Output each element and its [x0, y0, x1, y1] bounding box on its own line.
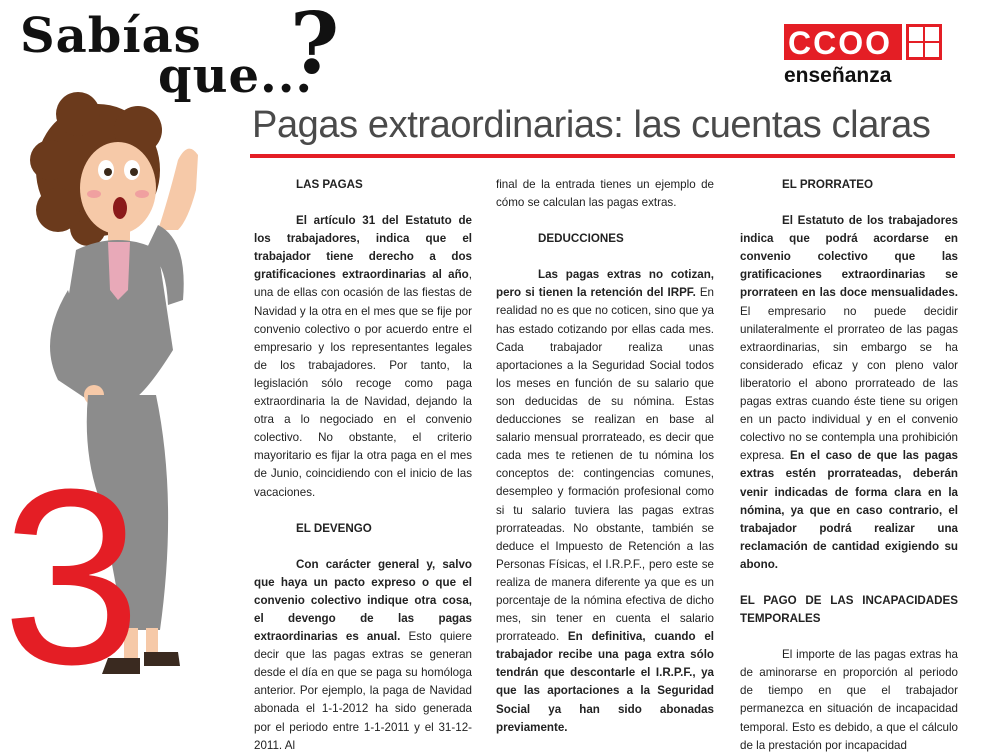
paragraph-text: , una de ellas con ocasión de las fiestas de Navidad y la otra en el mes que se fije por convenio colectivo o por acuerdo entre el empresario y los representantes legales de los trabajadores. Por tanto, la legislación sólo recoge como paga extraordinaria la de Navidad, dejando la otra a lo negociado en el convenio colectivo. No obstante, el criterio mayoritario es fijar la otra paga en el mes de Junio, coincidiendo con el inicio de las vacaciones.	[254, 268, 472, 499]
paragraph-bold: Las pagas extras no cotizan, pero si tienen la retención del IRPF.	[496, 268, 714, 300]
column-2	[496, 176, 714, 734]
paragraph-text: El empresario no puede decidir unilateralmente el prorrateo de las pagas extraordinarias, sin embargo se ha considerado eficaz y con pleno valor liberatorio el abono prorrateado de las pagas extras cuando éste tiene su origen en un pacto individual y en el convenio colectivo no se contempla una prohibición expresa.	[740, 304, 958, 463]
big-number-three: 3	[2, 437, 142, 716]
paragraph-continuation: final de la entrada tienes un ejemplo de cómo se calculan las pagas extras.	[496, 178, 714, 210]
paragraph-el-devengo	[254, 556, 472, 755]
paragraph-text: En realidad no es que no coticen, sino que ya has estado cotizando por ellas cada mes. Cada trabajador realiza unas aportaciones a la Seguridad Social todos los meses en función de su salario que son deducidas de su nómina. Estas deducciones se realizan en base al salario mensual prorrateado, es decir que cada mes te retienen de tu nómina los conceptos de: contingencias comunes, desempleo y formación profesional como si tu salario tuviera las pagas extras prorrateadas. No obstante, también se deduce el Impuesto de Retención a las Personas Físicas, el I.R.P.F., pero este se realiza de manera diferente ya que es un porcentaje de la nómina efectiva de dicho mes, sin tener en cuenta el salario prorrateado.	[496, 286, 714, 644]
paragraph-bold: Con carácter general y, salvo que haya un pacto expreso o que el convenio colectivo indique otra cosa, el devengo de las pagas extraordinarias es anual.	[254, 557, 472, 644]
paragraph-bold-2: En definitiva, cuando el trabajador recibe una paga extra sólo tendrán que descontarle el I.R.P.F., ya que las aportaciones a la Seguridad Social ya han sido abonadas previamente.	[496, 630, 714, 734]
paragraph-las-pagas	[254, 212, 472, 502]
paragraph-el-prorrateo	[740, 212, 958, 574]
heading-el-prorrateo: EL PRORRATEO	[782, 178, 874, 191]
paragraph-bold: El Estatuto de los trabajadores indica que podrá acordarse en convenio colectivo que las gratificaciones extraordinarias se prorrateen en las doce mensualidades.	[740, 214, 958, 300]
paragraph-bold-2: En el caso de que las pagas extras estén prorrateadas, deberán venir indicadas de forma clara en la nómina, ya que en caso contrario, el trabajador podrá realizar una reclamación de cantidad exigiendo su abono.	[740, 449, 958, 571]
banner-line-1: Sabías	[20, 8, 202, 64]
heading-incapacidades: EL PAGO DE LAS INCAPACIDADES TEMPORALES	[740, 593, 958, 626]
logo-letters: CCOO	[788, 25, 892, 61]
heading-las-pagas: LAS PAGAS	[296, 178, 363, 191]
title-divider	[250, 154, 955, 158]
column-3	[740, 176, 958, 752]
heading-deducciones: DEDUCCIONES	[538, 232, 624, 246]
ccoo-logo	[784, 24, 944, 90]
banner-question-mark: ?	[290, 0, 340, 93]
paragraph-text: Esto quiere decir que las pagas extras se generan desde el día en que se paga su homóloga anterior. Por ejemplo, la paga de Navidad abonada el 1-1-2012 ha sido generada por el periodo entre 1-1-2011 y el 31-12-2011. Al	[254, 630, 472, 752]
page-title: Pagas extraordinarias: las cuentas claras	[252, 104, 931, 146]
paragraph-incapacidades: El importe de las pagas extras ha de aminorarse en proporción al periodo de tiempo en que el trabajador permanezca en situación de incapacidad temporal. Esto es debido, a que el cálculo de la prestación por incapacidad	[740, 648, 958, 752]
banner-line-2: que...	[158, 48, 314, 104]
sabias-que-banner	[20, 2, 350, 102]
logo-emblem-icon	[906, 24, 942, 60]
paragraph-deducciones	[496, 266, 714, 736]
heading-el-devengo: EL DEVENGO	[296, 521, 372, 535]
logo-tagline: enseñanza	[784, 64, 892, 87]
paragraph-bold: El artículo 31 del Estatuto de los trabajadores, indica que el trabajador tiene derecho a dos gratificaciones extraordinarias al año	[254, 214, 472, 282]
column-1	[254, 176, 472, 752]
